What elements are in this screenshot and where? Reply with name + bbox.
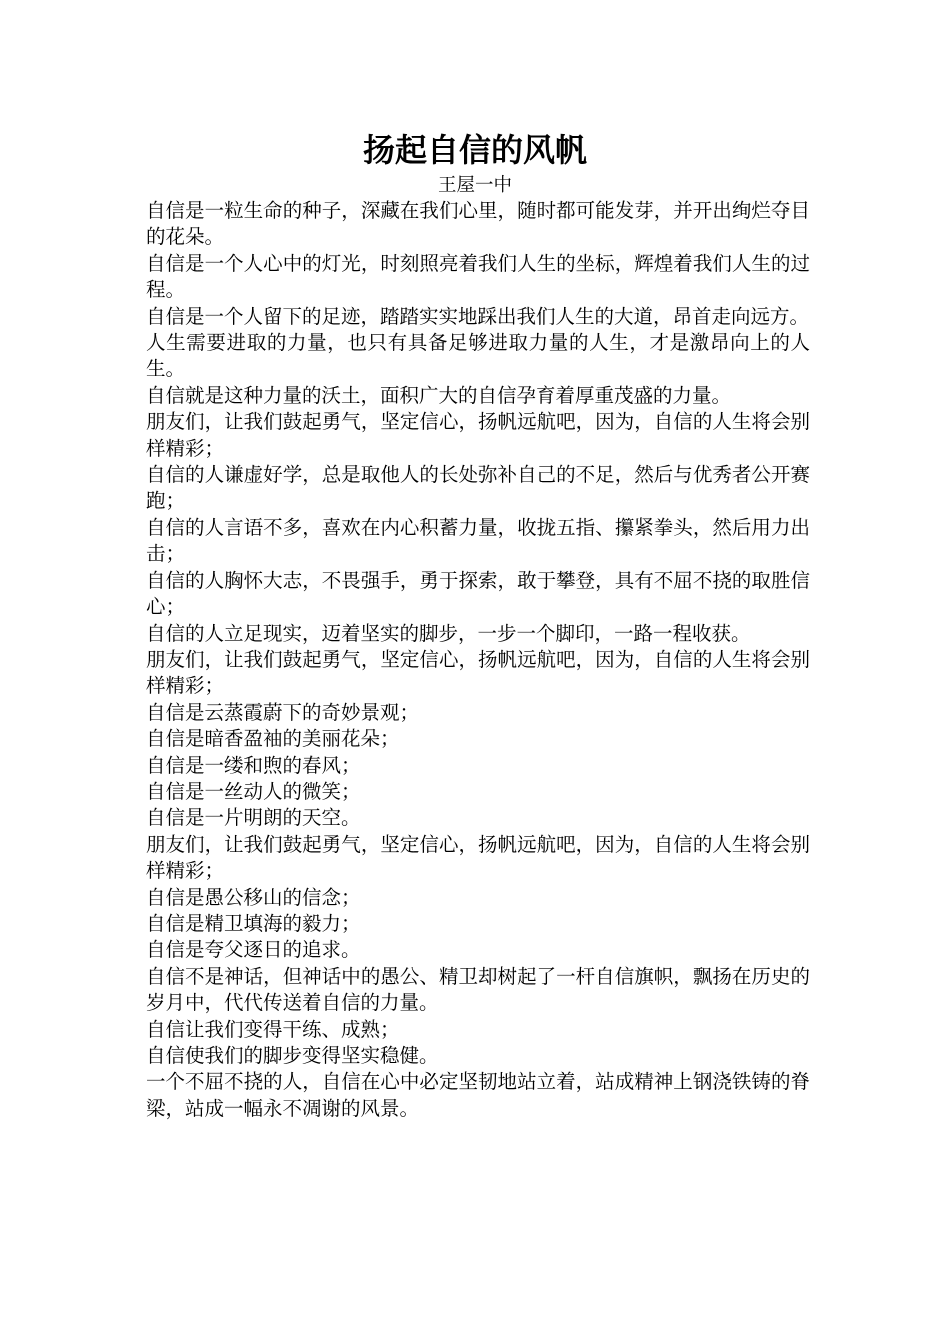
paragraph: 自信是夸父逐日的追求。 <box>146 938 361 962</box>
paragraph: 自信不是神话，但神话中的愚公、精卫却树起了一杆自信旗帜，飘扬在历史的岁月中，代代传送着自信的力量。 <box>146 964 810 1015</box>
paragraph: 自信使我们的脚步变得坚实稳健。 <box>146 1044 439 1067</box>
paragraph: 人生需要进取的力量，也只有具备足够进取力量的人生，才是激昂向上的人生。 <box>146 331 810 381</box>
paragraph: 自信是一丝动人的微笑； <box>146 779 361 803</box>
paragraph: 朋友们，让我们鼓起勇气，坚定信心，扬帆远航吧，因为，自信的人生将会别样精彩； <box>146 832 810 883</box>
paragraph: 自信是一个人心中的灯光，时刻照亮着我们人生的坐标，辉煌着我们人生的过程。 <box>146 251 810 302</box>
paragraph: 自信是云蒸霞蔚下的奇妙景观； <box>146 700 420 724</box>
document-body <box>146 198 810 1122</box>
paragraph: 自信是愚公移山的信念； <box>146 885 361 909</box>
document-author: 王屋一中 <box>437 175 512 196</box>
document-title: 扬起自信的风帆 <box>362 131 587 169</box>
paragraph: 自信是一粒生命的种子，深藏在我们心里，随时都可能发芽，并开出绚烂夺目的花朵。 <box>146 199 810 249</box>
paragraph: 自信的人胸怀大志，不畏强手，勇于探索，敢于攀登，具有不屈不挠的取胜信心； <box>146 568 810 619</box>
paragraph: 自信就是这种力量的沃土，面积广大的自信孕育着厚重茂盛的力量。 <box>146 383 732 407</box>
paragraph: 自信的人谦虚好学，总是取他人的长处弥补自己的不足，然后与优秀者公开赛跑； <box>146 463 810 513</box>
paragraph: 自信是一片明朗的天空。 <box>146 806 361 830</box>
paragraph: 自信是精卫填海的毅力； <box>146 911 361 935</box>
paragraph: 自信是一个人留下的足迹，踏踏实实地踩出我们人生的大道，昂首走向远方。 <box>146 304 810 328</box>
paragraph: 自信的人言语不多，喜欢在内心积蓄力量，收拢五指、攥紧拳头，然后用力出击； <box>146 515 810 566</box>
paragraph: 自信让我们变得干练、成熟； <box>146 1017 400 1041</box>
paragraph: 自信是一缕和煦的春风； <box>146 753 361 777</box>
paragraph: 朋友们，让我们鼓起勇气，坚定信心，扬帆远航吧，因为，自信的人生将会别样精彩； <box>146 410 810 460</box>
paragraph: 自信的人立足现实，迈着坚实的脚步，一步一个脚印，一路一程收获。 <box>146 621 751 645</box>
paragraph: 一个不屈不挠的人，自信在心中必定坚韧地站立着，站成精神上钢浇铁铸的脊梁，站成一幅永不凋谢的风景。 <box>146 1070 810 1120</box>
paragraph: 自信是暗香盈袖的美丽花朵； <box>146 727 400 751</box>
paragraph: 朋友们，让我们鼓起勇气，坚定信心，扬帆远航吧，因为，自信的人生将会别样精彩； <box>146 647 810 698</box>
